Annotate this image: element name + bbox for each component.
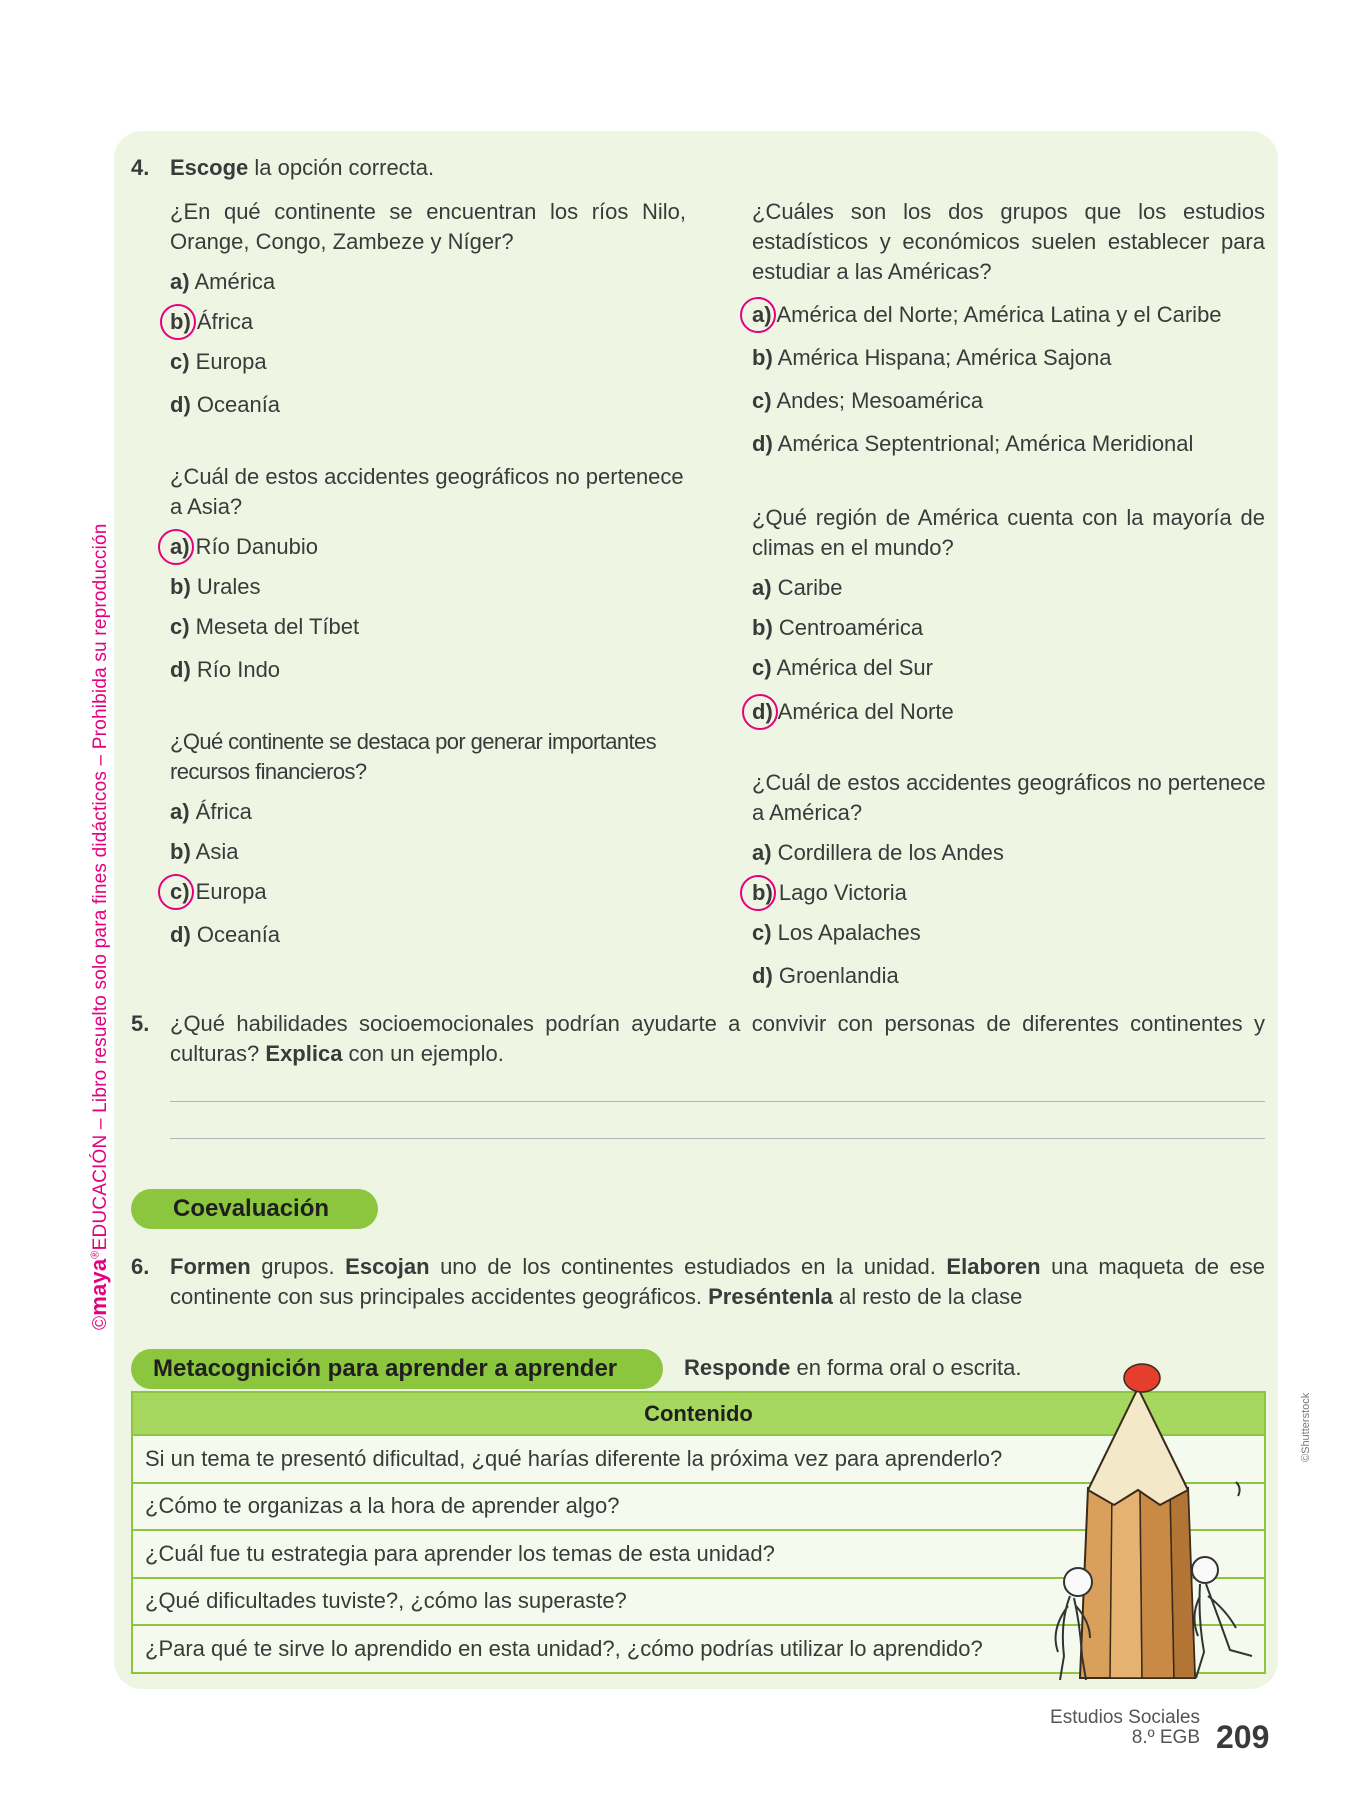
q6-verb: Elaboren [946, 1254, 1041, 1279]
option-text: Centroamérica [772, 615, 924, 640]
option-text: Oceanía [190, 392, 281, 417]
option-text: América Septentrional; América Meridional [772, 431, 1194, 456]
q4-right-1-option-c [752, 386, 983, 416]
question-5-number: 5. [131, 1011, 150, 1036]
option-text: Meseta del Tíbet [189, 614, 360, 639]
option-text: Los Apalaches [771, 920, 921, 945]
option-letter: a) [170, 534, 190, 559]
answer-line [170, 1138, 1265, 1139]
footer-subject: Estudios Sociales [1050, 1707, 1200, 1728]
option-text: Asia [190, 839, 239, 864]
q6-verb: Escojan [345, 1254, 430, 1279]
option-letter: b) [170, 574, 191, 599]
question-5-part: ¿Qué habilidades socioemocionales podrían ayudarte a convivir con personas de diferentes continentes y culturas? [170, 1011, 1265, 1066]
q4-right-2-option-c [752, 653, 933, 683]
answer-circle [742, 694, 778, 730]
table-cell: ¿Cómo te organizas a la hora de aprender algo? [132, 1483, 1265, 1531]
q4-right-2-question: ¿Qué región de América cuenta con la mayoría de climas en el mundo? [752, 505, 1265, 560]
option-text: Europa [189, 879, 267, 904]
q4-left-3-option-a [170, 797, 252, 827]
pencil-illustration [1030, 1360, 1260, 1682]
question-5-part: con un ejemplo. [342, 1041, 504, 1066]
copyright-sidebar [86, 480, 112, 1330]
option-text: África [190, 309, 254, 334]
option-letter: d) [752, 431, 773, 456]
brand-logo-text: maya [86, 1258, 111, 1316]
option-letter: d) [170, 922, 191, 947]
metacognicion-instruction [684, 1353, 1021, 1383]
question-6-text [170, 1252, 1265, 1312]
option-letter: d) [752, 699, 773, 724]
table-cell: ¿Cuál fue tu estrategia para aprender los temas de esta unidad? [132, 1530, 1265, 1578]
option-letter: b) [752, 345, 773, 370]
option-text: Lago Victoria [772, 880, 907, 905]
q4-right-3-option-d [752, 961, 899, 991]
option-text: Oceanía [190, 922, 281, 947]
answer-circle [160, 304, 196, 340]
question-5-text [170, 1009, 1265, 1069]
q4-right-3-question: ¿Cuál de estos accidentes geográficos no pertenece a América? [752, 770, 1266, 825]
q4-left-2-option-d [170, 655, 280, 685]
q4-right-1-option-b [752, 343, 1112, 373]
option-letter: c) [752, 388, 772, 413]
option-letter: c) [752, 920, 772, 945]
option-text: Europa [189, 349, 267, 374]
option-text: América del Sur [771, 655, 933, 680]
question-4-instruction [170, 153, 434, 183]
instruction-rest: en forma oral o escrita. [790, 1355, 1022, 1380]
option-letter: c) [752, 655, 772, 680]
q4-left-3-option-d [170, 920, 280, 950]
coevaluacion-label: Coevaluación [131, 1189, 378, 1229]
option-letter: d) [170, 657, 191, 682]
q6-part: grupos. [250, 1254, 346, 1279]
table-cell: ¿Qué dificultades tuviste?, ¿cómo las superaste? [132, 1578, 1265, 1626]
option-letter: b) [170, 839, 191, 864]
q4-right-1-option-d [752, 429, 1193, 459]
instruction-verb: Escoge [170, 155, 249, 180]
q6-part: al resto de la clase [832, 1284, 1023, 1309]
q4-left-1-option-c [170, 347, 267, 377]
question-4-number: 4. [131, 155, 150, 180]
metacognicion-label: Metacognición para aprender a aprender [131, 1349, 663, 1389]
option-letter: c) [170, 349, 190, 374]
q6-verb: Preséntenla [708, 1284, 833, 1309]
option-letter: c) [170, 879, 190, 904]
option-letter: a) [170, 269, 190, 294]
q4-left-3-option-b [170, 837, 238, 867]
question-6-number: 6. [131, 1254, 150, 1279]
q4-right-3-option-c [752, 918, 921, 948]
q6-part: uno de los continentes estudiados en la unidad. [429, 1254, 947, 1279]
q4-left-1-question: ¿En qué continente se encuentran los ríos Nilo, Orange, Congo, Zambeze y Níger? [170, 199, 686, 254]
copyright-symbol: © [90, 1315, 111, 1330]
table-cell: Si un tema te presentó dificultad, ¿qué harías diferente la próxima vez para aprenderlo? [132, 1435, 1265, 1483]
answer-circle [740, 297, 776, 333]
q4-right-2-option-a [752, 573, 842, 603]
instruction-rest: la opción correcta. [248, 155, 435, 180]
q4-left-1-option-a [170, 267, 275, 297]
option-text: Caribe [771, 575, 843, 600]
option-text: América Hispana; América Sajona [772, 345, 1112, 370]
footer-grade: 8.º EGB [1131, 1727, 1200, 1748]
q4-right-1-option-a [752, 300, 1222, 330]
option-text: Groenlandia [772, 963, 899, 988]
option-text: América del Norte; América Latina y el Caribe [771, 302, 1222, 327]
q6-verb: Formen [170, 1254, 251, 1279]
option-text: Andes; Mesoamérica [771, 388, 984, 413]
question-5-verb: Explica [265, 1041, 343, 1066]
q4-left-2-question: ¿Cuál de estos accidentes geográficos no pertenece a Asia? [170, 464, 684, 519]
page-number: 209 [1216, 1719, 1270, 1755]
q4-left-1-option-d [170, 390, 280, 420]
option-letter: c) [170, 614, 190, 639]
option-letter: a) [752, 575, 772, 600]
q4-right-2-option-b [752, 613, 923, 643]
option-letter: d) [752, 963, 773, 988]
answer-line [170, 1101, 1265, 1102]
answer-circle [158, 529, 194, 565]
table-cell: ¿Para qué te sirve lo aprendido en esta unidad?, ¿cómo podrías utilizar lo aprendido? [132, 1625, 1265, 1673]
option-text: África [189, 799, 252, 824]
option-text: Cordillera de los Andes [771, 840, 1004, 865]
q6-part: una maqueta de ese continente con sus principales accidentes geográficos. [170, 1254, 1265, 1309]
option-letter: b) [170, 309, 191, 334]
option-letter: d) [170, 392, 191, 417]
option-letter: a) [170, 799, 190, 824]
option-text: Urales [190, 574, 261, 599]
option-letter: a) [752, 840, 772, 865]
table-header-contenido: Contenido [132, 1392, 1265, 1435]
option-text: Río Danubio [189, 534, 318, 559]
answer-circle [158, 874, 194, 910]
image-credit: ©Shutterstock [1300, 1392, 1312, 1462]
option-letter: b) [752, 880, 773, 905]
q4-right-3-option-a [752, 838, 1004, 868]
answer-circle [740, 875, 776, 911]
instruction-verb: Responde [684, 1355, 791, 1380]
copyright-text: EDUCACIÓN – Libro resuelto solo para fines didácticos – Prohibida su reproducción [90, 523, 111, 1251]
option-letter: a) [752, 302, 772, 327]
registered-mark: ® [89, 1250, 102, 1259]
option-text: América [189, 269, 276, 294]
q4-left-2-option-b [170, 572, 260, 602]
option-text: América del Norte [772, 699, 954, 724]
option-letter: b) [752, 615, 773, 640]
q4-right-2-option-d [752, 697, 954, 727]
option-text: Río Indo [190, 657, 281, 682]
q4-left-3-question: ¿Qué continente se destaca por generar importantes recursos financieros? [170, 729, 657, 784]
q4-left-2-option-c [170, 612, 359, 642]
q4-right-1-question: ¿Cuáles son los dos grupos que los estudios estadísticos y económicos suelen establecer para estudiar a las Américas? [752, 199, 1265, 284]
